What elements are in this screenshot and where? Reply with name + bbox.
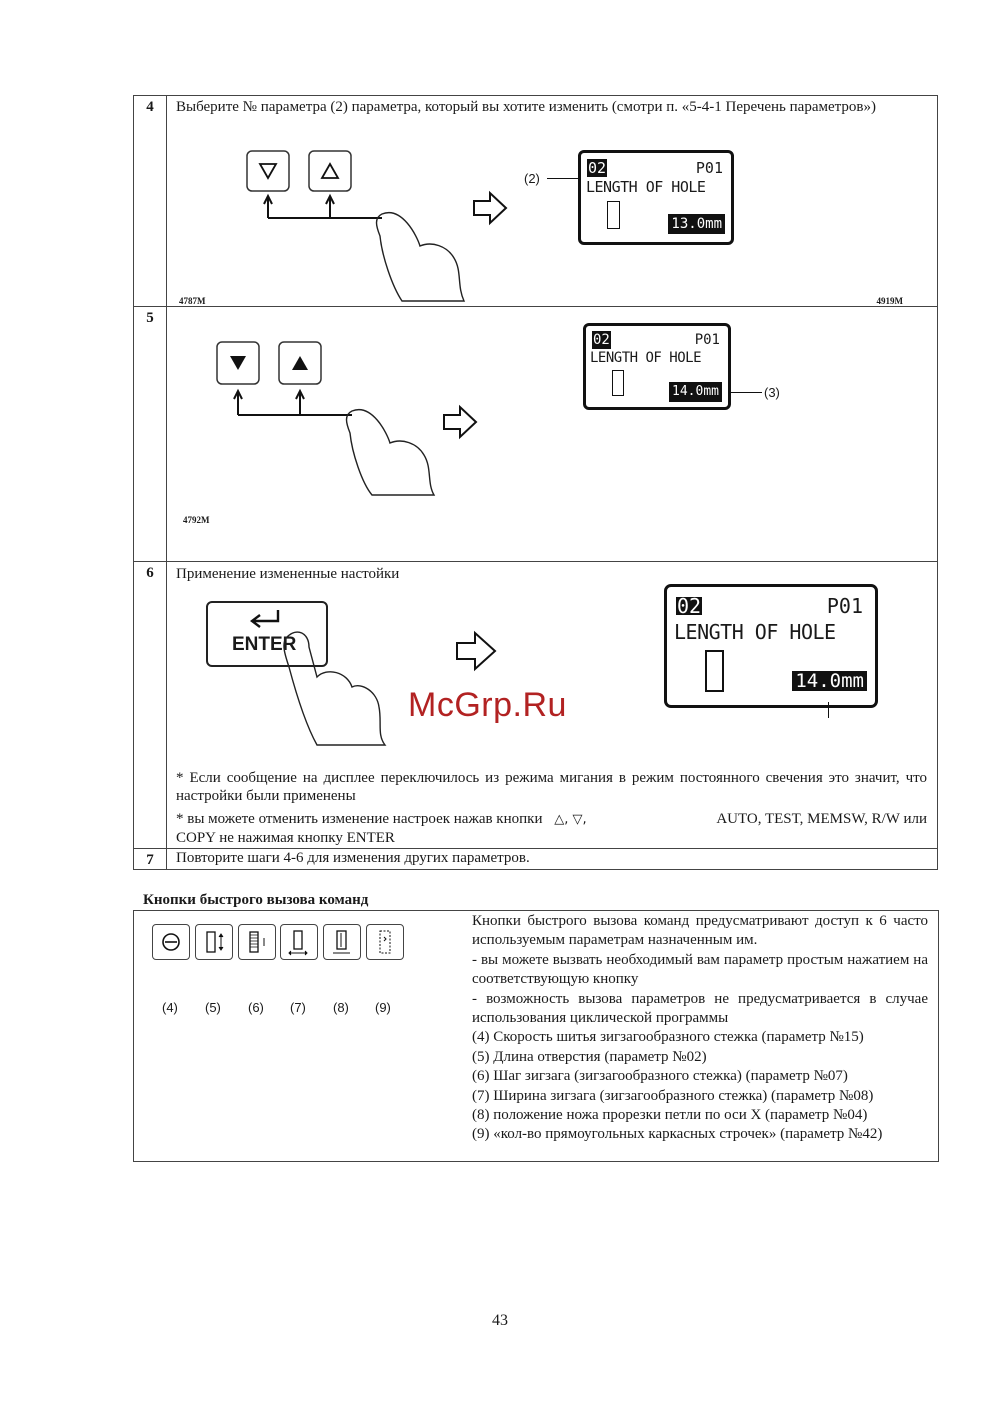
note-2-symbols: △, ▽, xyxy=(554,812,587,827)
figure-code-right: 4919M xyxy=(876,296,903,306)
down-key xyxy=(247,151,289,191)
lcd-display-large xyxy=(664,584,878,708)
step-number: 6 xyxy=(134,562,167,849)
hole-length-icon xyxy=(607,201,620,229)
knife-position-icon xyxy=(324,925,360,959)
step-5-figure xyxy=(212,337,552,497)
lcd-program: P01 xyxy=(694,332,720,348)
callout-line xyxy=(547,178,579,179)
callout-line xyxy=(828,702,829,718)
note-2-line-2: COPY не нажимая кнопку ENTER xyxy=(176,830,395,846)
quick-keys-paragraph: (8) положение ножа прорезки петли по оси X (параметр №04) xyxy=(472,1107,868,1124)
quick-keys-figure xyxy=(152,924,412,1014)
hand-icon xyxy=(284,632,385,745)
lcd-title: LENGTH OF HOLE xyxy=(586,178,706,196)
right-arrow-icon xyxy=(457,633,495,669)
step-6-note-2 xyxy=(176,810,927,847)
arrow-lines xyxy=(234,391,352,415)
up-key xyxy=(309,151,351,191)
lcd-title: LENGTH OF HOLE xyxy=(674,620,836,644)
lcd-param-number: 02 xyxy=(677,594,702,618)
lcd-display xyxy=(583,323,731,410)
lcd-value: 14.0mm xyxy=(669,382,722,402)
quick-key-4 xyxy=(152,924,190,960)
lcd-program: P01 xyxy=(826,594,863,618)
step-6-text: Применение измененные настойки xyxy=(176,566,400,582)
quick-key-label: (9) xyxy=(375,1000,391,1015)
quick-keys-paragraph: - возможность вызова параметров не предусматривается в случае использования циклической программы xyxy=(472,990,928,1027)
quick-keys-paragraph: (7) Ширина зигзага (зигзагообразного стежка) (параметр №08) xyxy=(472,1087,874,1104)
watermark: McGrp.Ru xyxy=(408,686,567,724)
quick-keys-title: Кнопки быстрого вызова команд xyxy=(143,892,369,908)
step-6-figure xyxy=(277,617,537,747)
quick-key-label: (8) xyxy=(333,1000,349,1015)
quick-key-6 xyxy=(238,924,276,960)
figure-code-left: 4792M xyxy=(183,515,210,525)
note-2-prefix: * вы можете отменить изменение настроек нажав кнопки xyxy=(176,811,543,827)
right-arrow-icon xyxy=(474,193,506,223)
step-7-text: Повторите шаги 4-6 для изменения других параметров. xyxy=(176,850,530,866)
quick-keys-paragraph: Кнопки быстрого вызова команд предусматривают доступ к 6 часто используемым параметрам назначенным им. xyxy=(472,913,928,949)
quick-keys-paragraph: (9) «кол-во прямоугольных каркасных строчек» (параметр №42) xyxy=(472,1126,883,1143)
quick-key-5 xyxy=(195,924,233,960)
steps-table xyxy=(133,95,938,870)
quick-key-label: (6) xyxy=(248,1000,264,1015)
zigzag-width-icon xyxy=(281,925,317,959)
step-number: 7 xyxy=(134,849,167,870)
right-arrow-icon xyxy=(444,407,476,437)
lcd-title: LENGTH OF HOLE xyxy=(590,350,702,366)
quick-key-label: (4) xyxy=(162,1000,178,1015)
quick-keys-paragraph: (6) Шаг зигзага (зигзагообразного стежка) (параметр №07) xyxy=(472,1068,848,1085)
step-6-note-1: * Если сообщение на дисплее переключилось из режима мигания в режим постоянного свечения это значит, что настройки были применены xyxy=(176,770,927,804)
lcd-display xyxy=(578,150,734,245)
callout-line xyxy=(730,392,762,393)
hand-icon xyxy=(347,410,435,495)
step-4-text: Выберите № параметра (2) параметра, который вы хотите изменить (смотри п. «5-4-1 Перечень параметров») xyxy=(176,99,876,115)
lcd-program: P01 xyxy=(695,159,723,177)
zigzag-pitch-icon xyxy=(239,925,275,959)
hole-length-icon xyxy=(196,925,232,959)
lcd-value: 13.0mm xyxy=(668,214,725,234)
step-4-cell xyxy=(167,96,938,307)
step-number: 5 xyxy=(134,307,167,562)
arrow-lines xyxy=(264,196,382,218)
quick-key-8 xyxy=(323,924,361,960)
bar-tack-count-icon xyxy=(367,925,403,959)
lcd-value: 14.0mm xyxy=(792,671,867,691)
callout-label: (2) xyxy=(524,171,540,186)
lcd-param-number: 02 xyxy=(593,332,610,348)
step-7-cell xyxy=(167,849,938,870)
quick-key-label: (5) xyxy=(205,1000,221,1015)
hole-length-icon xyxy=(612,370,624,396)
quick-key-7 xyxy=(280,924,318,960)
quick-keys-paragraph: - вы можете вызвать необходимый вам параметр простым нажатием на соответствующую кнопку xyxy=(472,951,928,988)
note-2-suffix: AUTO, TEST, MEMSW, R/W или xyxy=(716,811,927,827)
step-number: 4 xyxy=(134,96,167,307)
speed-icon xyxy=(153,925,189,959)
hole-length-icon xyxy=(705,650,724,692)
quick-keys-paragraph: (4) Скорость шитья зигзагообразного стежка (параметр №15) xyxy=(472,1029,864,1046)
figure-code-left: 4787M xyxy=(179,296,206,306)
callout-label: (3) xyxy=(764,385,780,400)
quick-keys-paragraph: (5) Длина отверстия (параметр №02) xyxy=(472,1048,707,1065)
step-5-cell xyxy=(167,307,938,562)
enter-label: ENTER xyxy=(232,634,297,655)
lcd-param-number: 02 xyxy=(588,159,607,177)
page-number: 43 xyxy=(492,1312,508,1329)
hand-icon xyxy=(377,213,465,301)
quick-keys-description xyxy=(472,912,928,1145)
quick-key-label: (7) xyxy=(290,1000,306,1015)
quick-key-9 xyxy=(366,924,404,960)
